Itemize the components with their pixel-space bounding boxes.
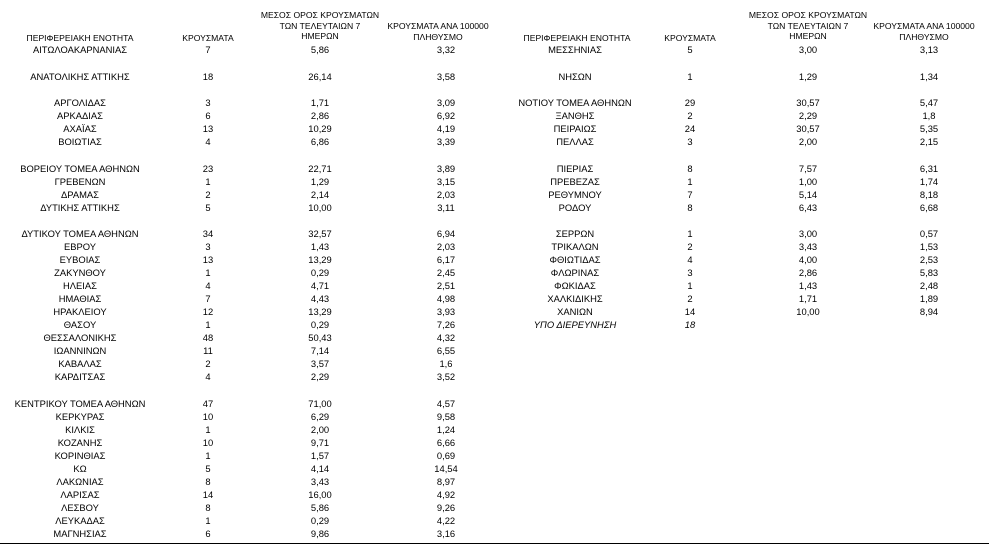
- cell-avg: 2,00: [798, 136, 818, 147]
- cell-cases: 7: [687, 189, 693, 200]
- header-avg-line3: ΗΜΕΡΩΝ: [301, 31, 339, 41]
- cell-per100k: 3,09: [436, 97, 456, 108]
- cell-region: ΓΡΕΒΕΝΩΝ: [54, 176, 106, 187]
- cell-region: ΞΑΝΘΗΣ: [555, 110, 595, 121]
- cell-avg: 5,86: [310, 44, 330, 55]
- cell-per100k: 4,92: [436, 489, 456, 500]
- cell-cases: 48: [202, 332, 214, 343]
- cell-region: ΜΕΣΣΗΝΙΑΣ: [548, 44, 602, 55]
- cell-region: ΚΟΖΑΝΗΣ: [57, 437, 103, 448]
- cell-cases: 8: [687, 163, 693, 174]
- cell-per100k: 1,34: [919, 71, 939, 82]
- left-table-header: [0, 0, 500, 46]
- cell-cases: 4: [205, 280, 211, 291]
- cell-cases: 8: [205, 476, 211, 487]
- cell-region: ΧΑΝΙΩΝ: [557, 306, 593, 317]
- cell-cases: 3: [205, 241, 211, 252]
- cell-region: ΑΡΓΟΛΙΔΑΣ: [54, 97, 106, 108]
- header-per100k-line1: ΚΡΟΥΣΜΑΤΑ ΑΝΑ 100000: [873, 21, 975, 31]
- cell-avg: 1,71: [310, 97, 330, 108]
- cell-per100k: 4,22: [436, 515, 456, 526]
- cell-per100k: 5,47: [919, 97, 939, 108]
- header-avg-line1: ΜΕΣΟΣ ΟΡΟΣ ΚΡΟΥΣΜΑΤΩΝ: [260, 10, 380, 20]
- cell-cases: 14: [684, 306, 696, 317]
- cell-cases: 10: [202, 411, 214, 422]
- cell-avg: 0,29: [310, 267, 330, 278]
- header-cases-per-100k: [868, 21, 980, 42]
- cell-per100k: 3,15: [436, 176, 456, 187]
- cell-cases: 2: [687, 110, 693, 121]
- header-avg-cases: [748, 10, 868, 42]
- cell-avg: 1,00: [798, 176, 818, 187]
- cell-cases: 18: [684, 319, 696, 330]
- cell-per100k: 0,57: [919, 228, 939, 239]
- cell-region: ΑΡΚΑΔΙΑΣ: [57, 110, 103, 121]
- cell-cases: 1: [205, 176, 211, 187]
- right-table-header: [500, 0, 989, 46]
- cell-region: ΛΕΥΚΑΔΑΣ: [55, 515, 105, 526]
- cell-cases: 3: [687, 267, 693, 278]
- cell-avg: 1,57: [310, 450, 330, 461]
- cell-region: ΘΑΣΟΥ: [63, 319, 97, 330]
- cell-per100k: 3,58: [436, 71, 456, 82]
- cell-per100k: 1,74: [919, 176, 939, 187]
- cell-region: ΠΕΛΛΑΣ: [556, 136, 594, 147]
- cell-region: ΚΕΡΚΥΡΑΣ: [55, 411, 105, 422]
- cell-per100k: 5,83: [919, 267, 939, 278]
- cell-region: ΥΠΟ ΔΙΕΡΕΥΝΗΣΗ: [533, 319, 617, 330]
- cell-per100k: 0,69: [436, 450, 456, 461]
- header-avg-line2: ΤΩΝ ΤΕΛΕΥΤΑΙΩΝ 7: [279, 20, 361, 31]
- cell-avg: 2,86: [798, 267, 818, 278]
- cell-region: ΡΕΘΥΜΝΟΥ: [548, 189, 602, 200]
- cell-per100k: 7,26: [436, 319, 456, 330]
- cell-avg: 32,57: [308, 228, 332, 239]
- cell-region: ΚΑΒΑΛΑΣ: [58, 358, 102, 369]
- cell-per100k: 3,39: [436, 136, 456, 147]
- cell-per100k: 6,66: [436, 437, 456, 448]
- cell-region: ΚΙΛΚΙΣ: [65, 424, 95, 435]
- cell-avg: 3,00: [798, 228, 818, 239]
- cell-region: ΚΟΡΙΝΘΙΑΣ: [54, 450, 106, 461]
- cell-per100k: 3,13: [919, 44, 939, 55]
- header-avg-line1: ΜΕΣΟΣ ΟΡΟΣ ΚΡΟΥΣΜΑΤΩΝ: [748, 10, 868, 20]
- header-region: ΠΕΡΙΦΕΡΕΙΑΚΗ ΕΝΟΤΗΤΑ: [26, 33, 134, 43]
- cell-avg: 6,29: [310, 411, 330, 422]
- cell-per100k: 9,58: [436, 411, 456, 422]
- cell-region: ΚΕΝΤΡΙΚΟΥ ΤΟΜΕΑ ΑΘΗΝΩΝ: [14, 398, 146, 409]
- cell-region: ΗΡΑΚΛΕΙΟΥ: [53, 306, 107, 317]
- cell-avg: 71,00: [308, 398, 332, 409]
- cell-cases: 2: [205, 358, 211, 369]
- cell-cases: 6: [205, 110, 211, 121]
- cell-avg: 4,00: [798, 254, 818, 265]
- cell-per100k: 2,15: [919, 136, 939, 147]
- cell-region: ΦΩΚΙΔΑΣ: [554, 280, 596, 291]
- cell-avg: 3,57: [310, 358, 330, 369]
- cell-cases: 2: [687, 241, 693, 252]
- cell-per100k: 3,32: [436, 44, 456, 55]
- cell-cases: 1: [205, 450, 211, 461]
- cell-region: ΣΕΡΡΩΝ: [555, 228, 595, 239]
- cell-avg: 13,29: [308, 306, 332, 317]
- cell-per100k: 6,31: [919, 163, 939, 174]
- cell-per100k: 1,89: [919, 293, 939, 304]
- cell-region: ΠΙΕΡΙΑΣ: [556, 163, 594, 174]
- header-cases: ΚΡΟΥΣΜΑΤΑ: [182, 33, 234, 43]
- cell-avg: 1,29: [310, 176, 330, 187]
- cell-avg: 16,00: [308, 489, 332, 500]
- cell-cases: 13: [202, 123, 214, 134]
- cell-per100k: 2,51: [436, 280, 456, 291]
- cell-region: ΝΟΤΙΟΥ ΤΟΜΕΑ ΑΘΗΝΩΝ: [518, 97, 632, 108]
- cell-cases: 4: [205, 136, 211, 147]
- cell-cases: 14: [202, 489, 214, 500]
- cell-per100k: 3,11: [437, 202, 455, 213]
- cell-cases: 7: [205, 44, 211, 55]
- cell-per100k: 1,8: [922, 110, 936, 121]
- cell-avg: 7,57: [798, 163, 818, 174]
- cell-avg: 26,14: [308, 71, 332, 82]
- header-avg-cases: [260, 10, 380, 42]
- cell-region: ΛΑΡΙΣΑΣ: [60, 489, 100, 500]
- bottom-rule: [0, 543, 989, 544]
- cell-per100k: 4,19: [436, 123, 456, 134]
- cell-per100k: 4,57: [436, 398, 456, 409]
- cell-per100k: 1,24: [436, 424, 456, 435]
- cell-region: ΑΝΑΤΟΛΙΚΗΣ ΑΤΤΙΚΗΣ: [30, 71, 130, 82]
- cell-per100k: 2,48: [919, 280, 939, 291]
- header-per100k-line2: ΠΛΗΘΥΣΜΟ: [413, 31, 463, 42]
- cell-region: ΜΑΓΝΗΣΙΑΣ: [53, 528, 107, 539]
- cell-per100k: 1,6: [439, 358, 453, 369]
- cell-per100k: 6,55: [436, 345, 456, 356]
- cell-avg: 10,00: [308, 202, 332, 213]
- cell-cases: 7: [205, 293, 211, 304]
- cell-avg: 1,43: [798, 280, 818, 291]
- cell-region: ΚΑΡΔΙΤΣΑΣ: [54, 371, 106, 382]
- cell-per100k: 2,45: [436, 267, 456, 278]
- cell-per100k: 6,92: [436, 110, 456, 121]
- cell-avg: 1,43: [310, 241, 330, 252]
- cell-per100k: 3,89: [436, 163, 456, 174]
- cell-avg: 30,57: [796, 97, 820, 108]
- cell-region: ΝΗΣΩΝ: [558, 71, 592, 82]
- cell-avg: 1,29: [798, 71, 818, 82]
- cell-avg: 6,43: [798, 202, 818, 213]
- header-cases-per-100k: [382, 21, 494, 42]
- header-avg-line3: ΗΜΕΡΩΝ: [789, 31, 827, 41]
- cell-cases: 2: [687, 293, 693, 304]
- cell-avg: 4,14: [310, 463, 330, 474]
- cell-avg: 2,14: [310, 189, 330, 200]
- cell-cases: 24: [684, 123, 696, 134]
- cell-avg: 9,71: [310, 437, 330, 448]
- cell-region: ΦΛΩΡΙΝΑΣ: [550, 267, 600, 278]
- cell-avg: 4,43: [310, 293, 330, 304]
- cell-avg: 22,71: [308, 163, 332, 174]
- cell-per100k: 4,98: [436, 293, 456, 304]
- cell-cases: 10: [202, 437, 214, 448]
- cell-avg: 3,43: [310, 476, 330, 487]
- cell-per100k: 3,52: [436, 371, 456, 382]
- cell-region: ΑΙΤΩΛΟΑΚΑΡΝΑΝΙΑΣ: [32, 44, 128, 55]
- cell-avg: 6,86: [310, 136, 330, 147]
- cell-cases: 47: [202, 398, 214, 409]
- cell-region: ΡΟΔΟΥ: [558, 202, 592, 213]
- header-per100k-line2: ΠΛΗΘΥΣΜΟ: [899, 31, 949, 42]
- cell-avg: 4,71: [310, 280, 330, 291]
- cell-avg: 0,29: [310, 515, 330, 526]
- cell-region: ΔΥΤΙΚΟΥ ΤΟΜΕΑ ΑΘΗΝΩΝ: [21, 228, 139, 239]
- cell-avg: 9,86: [310, 528, 330, 539]
- cell-per100k: 6,68: [919, 202, 939, 213]
- cell-cases: 1: [205, 424, 211, 435]
- cell-per100k: 1,53: [919, 241, 939, 252]
- cell-region: ΒΟΙΩΤΙΑΣ: [58, 136, 102, 147]
- cell-cases: 1: [205, 515, 211, 526]
- cell-region: ΠΡΕΒΕΖΑΣ: [550, 176, 600, 187]
- cell-cases: 6: [205, 528, 211, 539]
- cell-avg: 2,00: [310, 424, 330, 435]
- cell-region: ΤΡΙΚΑΛΩΝ: [551, 241, 599, 252]
- cell-region: ΘΕΣΣΑΛΟΝΙΚΗΣ: [43, 332, 117, 343]
- cell-cases: 1: [687, 280, 693, 291]
- cell-cases: 4: [205, 371, 211, 382]
- cell-cases: 8: [205, 502, 211, 513]
- header-region: ΠΕΡΙΦΕΡΕΙΑΚΗ ΕΝΟΤΗΤΑ: [523, 33, 631, 43]
- cell-per100k: 2,03: [436, 189, 456, 200]
- cell-region: ΧΑΛΚΙΔΙΚΗΣ: [547, 293, 603, 304]
- cell-avg: 2,86: [310, 110, 330, 121]
- cell-cases: 18: [202, 71, 214, 82]
- cell-region: ΒΟΡΕΙΟΥ ΤΟΜΕΑ ΑΘΗΝΩΝ: [20, 163, 140, 174]
- cell-avg: 5,86: [310, 502, 330, 513]
- cell-cases: 11: [203, 345, 213, 356]
- cell-cases: 1: [687, 176, 693, 187]
- cell-region: ΠΕΙΡΑΙΩΣ: [553, 123, 597, 134]
- cell-per100k: 2,03: [436, 241, 456, 252]
- cell-region: ΑΧΑΪΑΣ: [63, 123, 97, 134]
- cell-region: ΚΩ: [73, 463, 87, 474]
- cell-avg: 1,71: [798, 293, 818, 304]
- cell-region: ΔΡΑΜΑΣ: [61, 189, 99, 200]
- cell-region: ΗΛΕΙΑΣ: [63, 280, 97, 291]
- cell-cases: 13: [202, 254, 214, 265]
- cell-per100k: 4,32: [436, 332, 456, 343]
- cell-region: ΔΥΤΙΚΗΣ ΑΤΤΙΚΗΣ: [40, 202, 120, 213]
- cell-per100k: 9,26: [436, 502, 456, 513]
- header-per100k-line1: ΚΡΟΥΣΜΑΤΑ ΑΝΑ 100000: [387, 21, 489, 31]
- cell-cases: 23: [202, 163, 214, 174]
- cell-cases: 4: [687, 254, 693, 265]
- cell-cases: 2: [205, 189, 211, 200]
- cell-avg: 7,14: [310, 345, 330, 356]
- cell-cases: 1: [687, 71, 693, 82]
- cell-region: ΛΕΣΒΟΥ: [61, 502, 99, 513]
- cell-cases: 29: [684, 97, 696, 108]
- cell-region: ΖΑΚΥΝΘΟΥ: [54, 267, 106, 278]
- cell-per100k: 8,18: [919, 189, 939, 200]
- cell-cases: 5: [687, 44, 693, 55]
- cell-per100k: 3,93: [436, 306, 456, 317]
- cell-avg: 13,29: [308, 254, 332, 265]
- cell-avg: 30,57: [796, 123, 820, 134]
- cell-region: ΙΩΑΝΝΙΝΩΝ: [53, 345, 107, 356]
- cell-per100k: 6,17: [436, 254, 456, 265]
- cell-cases: 5: [205, 463, 211, 474]
- cell-cases: 5: [205, 202, 211, 213]
- cell-avg: 10,29: [308, 123, 332, 134]
- cell-region: ΦΘΙΩΤΙΔΑΣ: [549, 254, 601, 265]
- cell-cases: 3: [205, 97, 211, 108]
- cell-avg: 5,14: [798, 189, 818, 200]
- cell-cases: 1: [205, 267, 211, 278]
- cell-region: ΕΒΡΟΥ: [63, 241, 96, 252]
- cell-avg: 2,29: [310, 371, 330, 382]
- cell-region: ΕΥΒΟΙΑΣ: [59, 254, 101, 265]
- cell-region: ΗΜΑΘΙΑΣ: [58, 293, 102, 304]
- cell-avg: 3,00: [798, 44, 818, 55]
- cell-avg: 2,29: [798, 110, 818, 121]
- cell-per100k: 8,94: [919, 306, 939, 317]
- cell-avg: 50,43: [308, 332, 332, 343]
- cell-per100k: 8,97: [436, 476, 456, 487]
- cell-avg: 0,29: [310, 319, 330, 330]
- cell-cases: 1: [687, 228, 693, 239]
- cell-region: ΛΑΚΩΝΙΑΣ: [56, 476, 104, 487]
- cell-avg: 10,00: [796, 306, 820, 317]
- cell-cases: 3: [687, 136, 693, 147]
- cell-cases: 1: [205, 319, 211, 330]
- cell-per100k: 5,35: [919, 123, 939, 134]
- cell-per100k: 14,54: [434, 463, 458, 474]
- cell-per100k: 2,53: [919, 254, 939, 265]
- cell-per100k: 6,94: [436, 228, 456, 239]
- cell-cases: 34: [202, 228, 214, 239]
- cell-cases: 8: [687, 202, 693, 213]
- cell-avg: 3,43: [798, 241, 818, 252]
- header-cases: ΚΡΟΥΣΜΑΤΑ: [664, 33, 716, 43]
- cell-per100k: 3,16: [436, 528, 456, 539]
- header-avg-line2: ΤΩΝ ΤΕΛΕΥΤΑΙΩΝ 7: [767, 20, 849, 31]
- cell-cases: 12: [202, 306, 214, 317]
